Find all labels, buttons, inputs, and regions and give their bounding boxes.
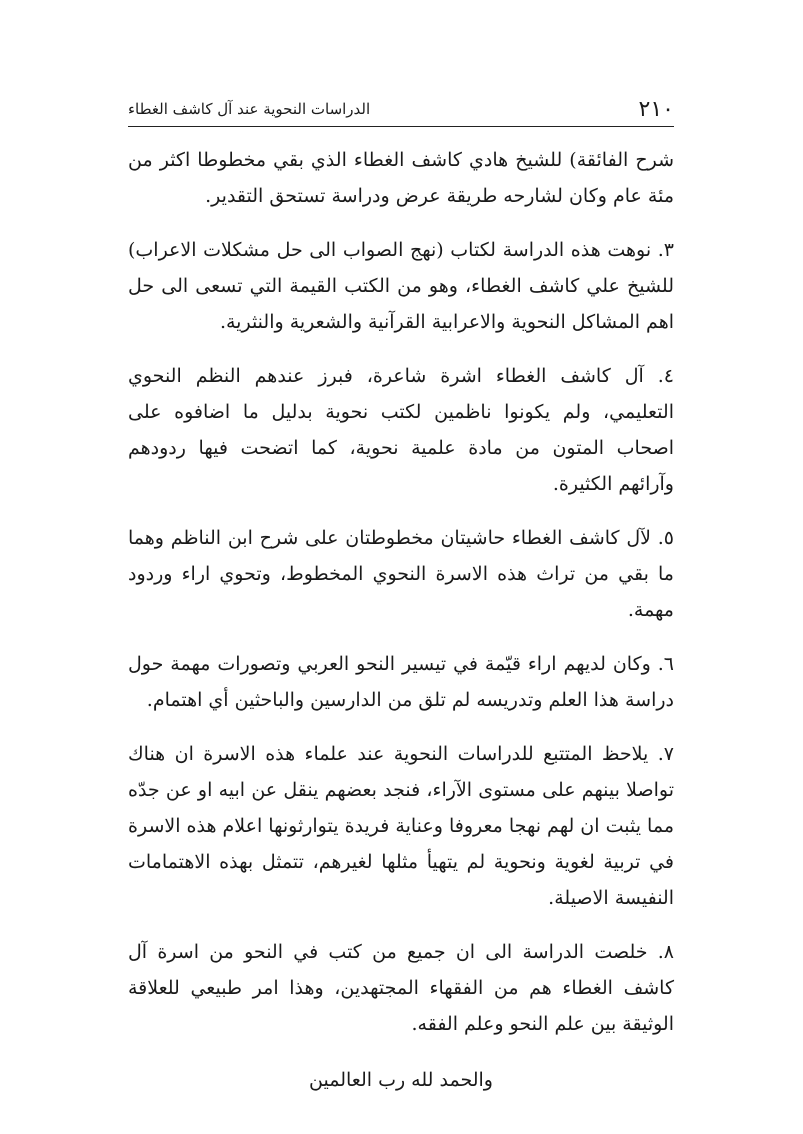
paragraph-4: ٤. آل كاشف الغطاء اشرة شاعرة، فبرز عندهم النظم النحوي التعليمي، ولم يكونوا ناظمين لكتب نحوية بدليل ما اضافوه على اصحاب المتون من مادة علمية نحوية، كما اتضحت فيها ردودهم وآرائهم الكثيرة.: [128, 365, 675, 495]
paragraph-8: ٨. خلصت الدراسة الى ان جميع من كتب في النحو من اسرة آل كاشف الغطاء هم من الفقهاء المجتهدين، وهذا امر طبيعي للعلاقة الوثيقة بين علم النحو وعلم الفقه.: [128, 941, 674, 1035]
paragraph-continuation: شرح الفائقة) للشيخ هادي كاشف الغطاء الذي بقي مخطوطا اكثر من مئة عام وكان لشارحه طريقة عرض ودراسة تستحق التقدير.: [128, 149, 674, 207]
paragraph-6: ٦. وكان لديهم اراء قيّمة في تيسير النحو العربي وتصورات مهمة حول دراسة هذا العلم وتدريسه لم تلق من الدارسين والباحثين أي اهتمام.: [128, 653, 674, 711]
paragraph-7: ٧. يلاحظ المتتبع للدراسات النحوية عند علماء هذه الاسرة ان هناك تواصلا بينهم على مستوى الآراء، فنجد بعضهم ينقل عن ابيه او عن جدّه مما يثبت ان لهم نهجا معروفا وعناية فريدة يتوارثونها اعلام هذه الاسرة في تربية لغوية ونحوية لم يتهيأ مثلها لغيرهم، تتمثل بهذه الاهتمامات النفيسة الاصيلة.: [128, 743, 674, 909]
running-title: الدراسات النحوية عند آل كاشف الغطاء: [128, 100, 371, 118]
page-body: [128, 142, 674, 1116]
page-header: [128, 92, 674, 127]
page-number: ٢١٠: [638, 97, 674, 122]
closing-line: والحمد لله رب العالمين: [309, 1069, 493, 1091]
paragraph-5: ٥. لآل كاشف الغطاء حاشيتان مخطوطتان على شرح ابن الناظم وهما ما بقي من تراث هذه الاسرة النحوي المخطوط، وتحوي اراء وردود مهمة.: [128, 527, 674, 621]
paragraph-3: ٣. نوهت هذه الدراسة لكتاب (نهج الصواب الى حل مشكلات الاعراب) للشيخ علي كاشف الغطاء، وهو من الكتب القيمة التي تسعى الى حل اهم المشاكل النحوية والاعرابية القرآنية والشعرية والنثرية.: [128, 239, 674, 333]
